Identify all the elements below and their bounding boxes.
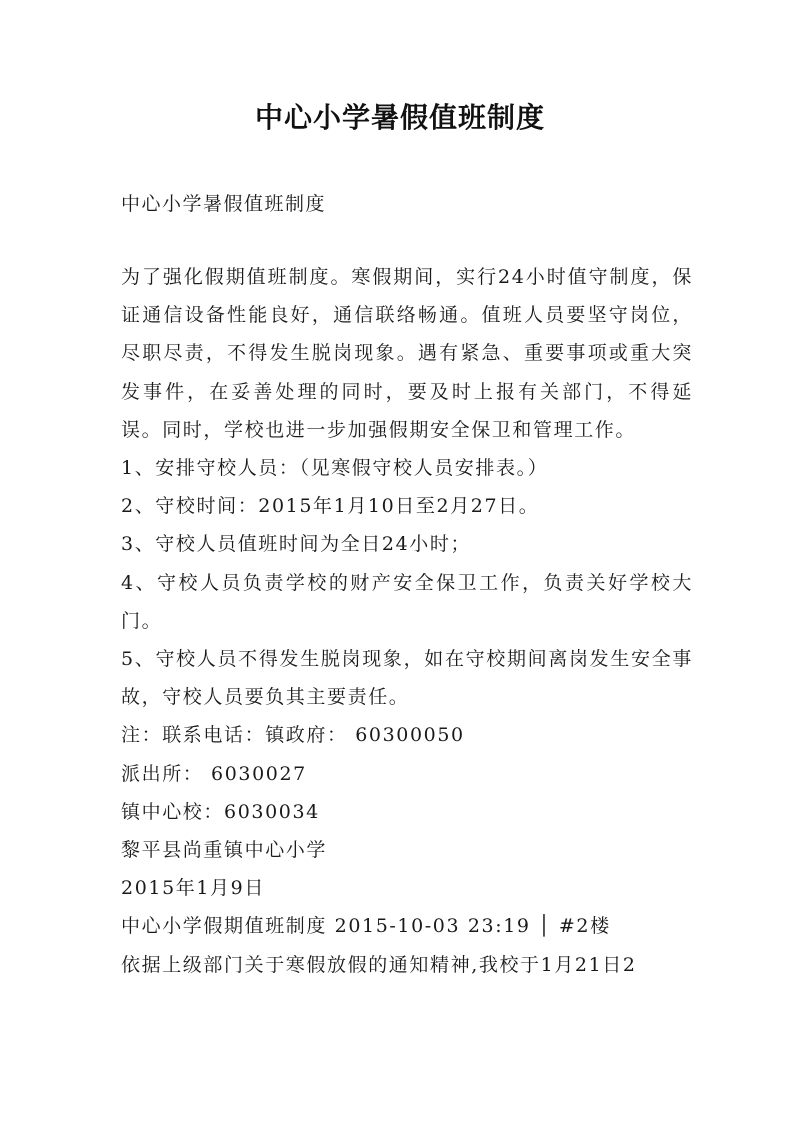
- signature-organization: 黎平县尚重镇中心小学: [121, 839, 328, 862]
- item-2-paragraph: 2、守校时间：2015年1月10日至2月27日。: [121, 495, 540, 518]
- contact-phone-line: 注：联系电话：镇政府： 60300050: [121, 724, 465, 747]
- item-1-paragraph: 1、安排守校人员：（见寒假守校人员安排表。）: [121, 457, 549, 480]
- document-title: 中心小学暑假值班制度: [254, 101, 545, 134]
- item-5-paragraph: 5、守校人员不得发生脱岗现象，如在守校期间离岗发生安全事故，守校人员要负其主要责任。: [121, 648, 693, 709]
- item-3-paragraph: 3、守校人员值班时间为全日24小时；: [121, 533, 472, 556]
- document-body: [121, 258, 693, 984]
- item-4-paragraph: 4、守校人员负责学校的财产安全保卫工作，负责关好学校大门。: [121, 571, 693, 632]
- second-post-text: 依据上级部门关于寒假放假的通知精神,我校于1月21日2: [121, 953, 637, 976]
- document-subtitle: 中心小学暑假值班制度: [121, 193, 327, 215]
- signature-date: 2015年1月9日: [121, 877, 265, 900]
- police-station-line: 派出所： 6030027: [121, 762, 307, 785]
- central-school-line: 镇中心校：6030034: [121, 800, 320, 823]
- intro-paragraph: 为了强化假期值班制度。寒假期间，实行24小时值守制度，保证通信设备性能良好，通信联络畅通。值班人员要坚守岗位，尽职尽责，不得发生脱岗现象。遇有紧急、重要事项或重大突发事件，在妥善处理的同时，要及时上报有关部门，不得延误。同时，学校也进一步加强假期安全保卫和管理工作。: [121, 266, 693, 441]
- second-post-header: 中心小学假期值班制度 2015-10-03 23:19 │ #2楼: [121, 915, 611, 938]
